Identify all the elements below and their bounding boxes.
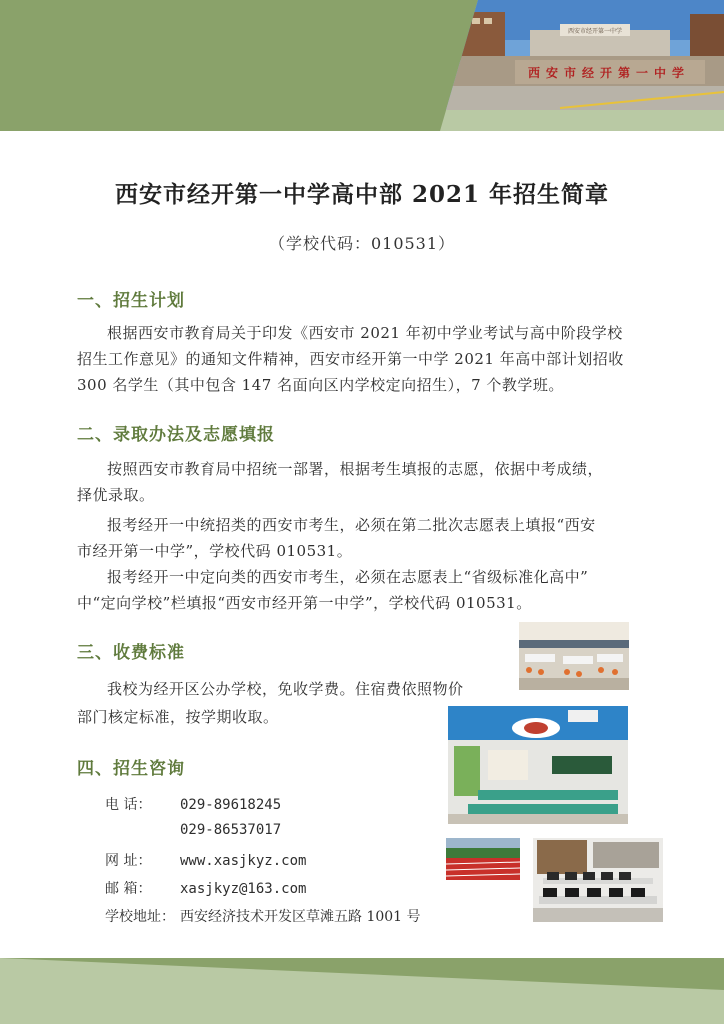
- email-link[interactable]: xasjkyz@163.com: [180, 881, 307, 897]
- running-track-photo: [446, 838, 520, 880]
- admission-p1-line-2: 择优录取。: [77, 486, 155, 504]
- admission-p3-line-2: 中“定向学校”栏填报“西安市经开第一中学”，学校代码 010531。: [77, 594, 532, 612]
- science-lab-photo: [448, 706, 628, 824]
- section-heading-contact: 四、招生咨询: [77, 759, 185, 779]
- plan-line-3: 300 名学生（其中包含 147 名面向区内学校定向招生），7 个教学班。: [77, 376, 564, 394]
- gate-wall-text: 西安市经开第一中学: [528, 66, 691, 80]
- phone-1[interactable]: 029-89618245: [180, 797, 282, 813]
- admission-p3-line-1: 报考经开一中定向类的西安市考生，必须在志愿表上“省级标准化高中”: [107, 568, 589, 586]
- section-heading-plan: 一、招生计划: [77, 291, 185, 311]
- gate-sign-text: 西安市经开第一中学: [568, 28, 623, 35]
- page-title: 西安市经开第一中学高中部 2021 年招生简章: [114, 181, 610, 208]
- fees-line-2: 部门核定标准，按学期收取。: [77, 708, 279, 726]
- admission-p1-line-1: 按照西安市教育局中招统一部署，根据考生填报的志愿，依据中考成绩，: [107, 460, 604, 478]
- school-code: （学校代码：010531）: [268, 234, 456, 253]
- phone-label: 电 话：: [105, 797, 152, 813]
- section-heading-fees: 三、收费标准: [77, 643, 185, 663]
- computer-room-photo: [533, 838, 663, 922]
- plan-line-1: 根据西安市教育局关于印发《西安市 2021 年初中学业考试与高中阶段学校: [107, 324, 623, 342]
- web-label: 网 址：: [105, 853, 152, 869]
- header-banner: [0, 0, 724, 131]
- admission-p2-line-2: 市经开第一中学”，学校代码 010531。: [77, 542, 353, 560]
- contact-phone-row: [105, 794, 281, 814]
- phone-2[interactable]: 029-86537017: [180, 822, 282, 838]
- email-label: 邮 箱：: [105, 881, 152, 897]
- contact-web-row: [105, 850, 306, 870]
- section-heading-admission: 二、录取办法及志愿填报: [77, 425, 275, 445]
- address-value: 西安经济技术开发区草滩五路 1001 号: [180, 909, 421, 925]
- plan-line-2: 招生工作意见》的通知文件精神，西安市经开第一中学 2021 年高中部计划招收: [77, 350, 624, 368]
- address-label: 学校地址：: [105, 909, 175, 925]
- contact-phone2-row: [105, 822, 281, 838]
- contact-email-row: [105, 878, 306, 898]
- fees-line-1: 我校为经开区公办学校，免收学费。住宿费依照物价: [107, 680, 464, 698]
- website-link[interactable]: www.xasjkyz.com: [180, 853, 307, 869]
- contact-address-row: [105, 906, 421, 926]
- admission-p2-line-1: 报考经开一中统招类的西安市考生，必须在第二批次志愿表上填报“西安: [107, 516, 596, 534]
- cafeteria-photo: [519, 622, 629, 690]
- footer-band: [0, 958, 724, 1024]
